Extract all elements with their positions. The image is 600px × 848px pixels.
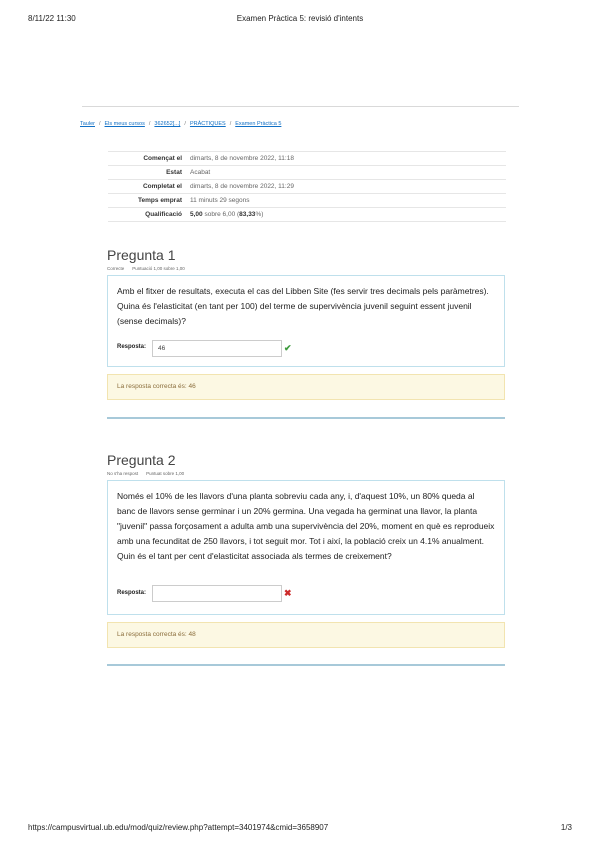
question-2-title: Pregunta 2 xyxy=(107,452,176,468)
print-title: Examen Pràctica 5: revisió d'intents xyxy=(236,14,364,23)
question-2-info xyxy=(107,471,192,476)
breadcrumb-course[interactable]: 362652[...] xyxy=(154,121,181,127)
grade-score: 5,00 xyxy=(190,211,203,218)
question-1-separator xyxy=(107,417,505,419)
question-2-answer-field[interactable] xyxy=(152,585,282,602)
question-2-status: No s'ha respost xyxy=(107,471,139,476)
question-1-info xyxy=(107,266,193,271)
state-value: Acabat xyxy=(190,169,211,176)
breadcrumb-dashboard[interactable]: Tauler xyxy=(80,121,95,127)
completed-value: dimarts, 8 de novembre 2022, 11:29 xyxy=(190,183,294,190)
top-divider xyxy=(82,106,519,107)
question-2-box xyxy=(107,480,505,615)
summary-row-grade xyxy=(108,208,506,222)
grade-end: %) xyxy=(255,211,264,218)
question-2-answer-label: Resposta: xyxy=(117,590,147,596)
summary-row-started xyxy=(108,152,506,166)
grade-value xyxy=(186,208,506,222)
breadcrumb-exam[interactable]: Examen Pràctica 5 xyxy=(235,121,282,127)
breadcrumb: Tauler / Els meus cursos / 362652[...] / PRÀCTIQUES / Examen Pràctica 5 xyxy=(80,121,282,127)
cross-icon: ✖ xyxy=(284,588,292,598)
breadcrumb-my-courses[interactable]: Els meus cursos xyxy=(104,121,145,127)
question-1-status: Correcte xyxy=(107,266,125,271)
grade-label: Qualificació xyxy=(145,211,182,218)
question-1-answer-label: Resposta: xyxy=(117,344,147,350)
time-value: 11 minuts 29 segons xyxy=(190,197,250,204)
summary-row-time xyxy=(108,194,506,208)
question-1-title: Pregunta 1 xyxy=(107,247,176,263)
question-2-separator xyxy=(107,664,505,666)
breadcrumb-practiques[interactable]: PRÀCTIQUES xyxy=(189,121,226,127)
question-2-points: Puntuat sobre 1,00 xyxy=(146,471,185,476)
print-date: 8/11/22 11:30 xyxy=(28,14,76,23)
grade-rest: sobre 6,00 ( xyxy=(202,211,240,218)
question-1-feedback: La resposta correcta és: 46 xyxy=(107,374,505,400)
print-page-number: 1/3 xyxy=(560,823,572,832)
grade-percent: 83,33 xyxy=(239,211,256,218)
question-1-points: Puntuació 1,00 sobre 1,00 xyxy=(132,266,185,271)
question-2-text: Només el 10% de les llavors d'una planta sobreviu cada any, i, d'aquest 10%, un 80% queda al banc de llavors sense germinar i un 20% germina. Una vegada ha germinat una llavor, la planta "juvenil" passa forçosament a adulta amb una supervivència del 20%, moment en què es reprodueix amb una fecunditat de 250 llavors, i tot seguit mor. Tot i així, la població creix un 4.1% anualment. Quin és el tant per cent d'elasticitat associada als termes de creixement? xyxy=(117,491,495,561)
attempt-summary-table xyxy=(108,151,506,222)
state-label: Estat xyxy=(166,169,182,176)
check-icon: ✔ xyxy=(284,343,292,353)
started-value: dimarts, 8 de novembre 2022, 11:18 xyxy=(190,155,294,162)
print-url: https://campusvirtual.ub.edu/mod/quiz/review.php?attempt=3401974&cmid=3658907 xyxy=(28,823,329,832)
summary-row-state xyxy=(108,166,506,180)
question-2-feedback: La resposta correcta és: 48 xyxy=(107,622,505,648)
question-1-text: Amb el fitxer de resultats, executa el cas del Libben Site (fes servir tres decimals pels paràmetres). Quina és l'elasticitat (en tant per 100) del terme de supervivència juvenil seguint essent juvenil (sense decimals)? xyxy=(117,286,489,326)
summary-row-completed xyxy=(108,180,506,194)
started-label: Començat el xyxy=(143,155,182,162)
time-label: Temps emprat xyxy=(138,197,182,204)
completed-label: Completat el xyxy=(142,183,182,190)
question-1-answer-field[interactable]: 46 xyxy=(152,340,282,357)
question-1-box xyxy=(107,275,505,367)
